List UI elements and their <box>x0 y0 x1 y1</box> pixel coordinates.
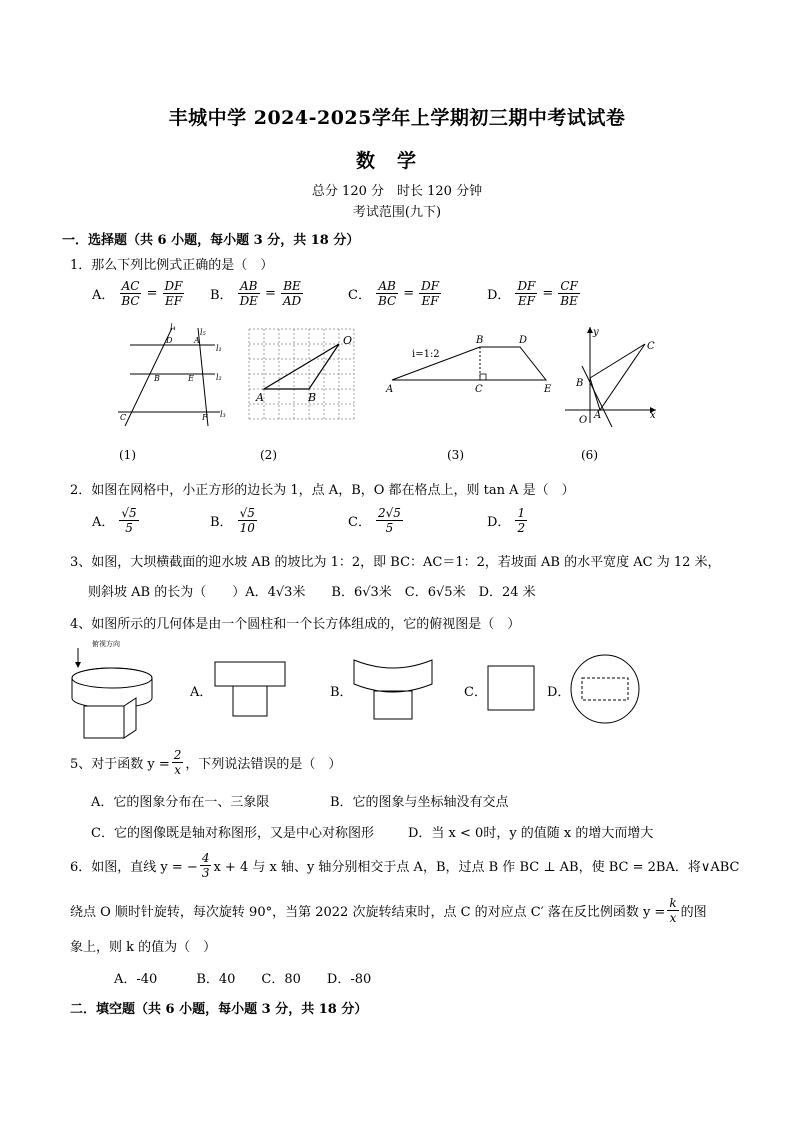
q5-option-b: B．它的图象与坐标轴没有交点 <box>330 795 509 810</box>
figure-6-coordinate <box>560 323 660 429</box>
svg-text:O: O <box>579 415 588 426</box>
exam-total-time: 总分 120 分 时长 120 分钟 <box>311 184 483 199</box>
q1-option-c: C． $\frac{AB}{BC}$ = $\frac{DF}{EF}$ <box>348 279 440 308</box>
q4-option-c-figure <box>486 664 538 714</box>
exam-title: 丰城中学 2024-2025学年上学期初三期中考试试卷 <box>168 107 626 129</box>
svg-text:E: E <box>188 374 194 383</box>
section-1-heading: 一．选择题（共 6 小题，每小题 3 分，共 18 分） <box>62 233 360 248</box>
q5-option-c: C．它的图像既是轴对称图形，又是中心对称图形 <box>91 826 374 841</box>
svg-text:O: O <box>343 334 353 347</box>
q4-option-a-figure <box>212 660 288 720</box>
svg-text:y: y <box>593 327 599 338</box>
q4-option-d-label: D． <box>547 685 571 700</box>
svg-text:l₅: l₅ <box>200 328 206 337</box>
svg-text:x: x <box>650 410 656 421</box>
q2-option-b: B． $\frac{√5}{10}$ <box>210 506 255 535</box>
figure-2-caption: (2) <box>260 448 277 462</box>
svg-text:B: B <box>576 378 584 389</box>
svg-text:E: E <box>544 384 552 395</box>
figure-2-grid <box>246 326 360 428</box>
svg-text:A: A <box>386 384 394 395</box>
view-direction-label: 俯视方向 <box>92 640 120 648</box>
svg-text:l₃: l₃ <box>220 410 226 419</box>
svg-text:F: F <box>202 413 208 422</box>
section-2-heading: 二．填空题（共 6 小题，每小题 3 分，共 18 分） <box>70 1002 368 1017</box>
figure-1-parallel-lines <box>110 323 230 429</box>
q1-option-d: D． $\frac{DF}{EF}$ = $\frac{CF}{BE}$ <box>487 279 578 308</box>
q4-stem: 4、如图所示的几何体是由一个圆柱和一个长方体组成的，它的俯视图是（ ） <box>70 617 521 632</box>
q2-option-a: A． $\frac{√5}{5}$ <box>92 506 137 535</box>
svg-text:l₄: l₄ <box>170 323 176 332</box>
q2-option-d: D． $\frac{1}{2}$ <box>487 506 526 535</box>
q4-option-d-figure <box>568 652 642 726</box>
svg-text:B: B <box>308 391 317 404</box>
svg-text:C: C <box>475 384 483 395</box>
q2-stem: 2．如图在网格中，小正方形的边长为 1，点 A，B，O 都在格点上，则 tan A 是（ ） <box>70 483 575 498</box>
q5-option-a: A．它的图象分布在一、三象限 <box>91 795 270 810</box>
svg-text:C: C <box>120 413 127 422</box>
q6-line1: 6．如图，直线 y = − $\frac{4}{3}$ x + 4 与 x 轴、y 轴分别相交于点 A，B，过点 B 作 BC ⊥ AB，使 BC = 2BA．将∨ABC <box>70 851 740 880</box>
svg-text:C: C <box>647 341 655 352</box>
q4-option-c-label: C． <box>464 685 487 700</box>
figure-1-caption: (1) <box>119 448 136 462</box>
q6-line2: 绕点 O 顺时针旋转，每次旋转 90°，当第 2022 次旋转结束时，点 C 的对应点 C′ 落在反比例函数 y = $\frac{k}{x}$ 的图 <box>70 896 707 925</box>
svg-text:i=1:2: i=1:2 <box>412 349 440 360</box>
figure-3-dam <box>382 330 552 400</box>
q6-options: A．-40 B．40 C．80 D．-80 <box>114 972 372 987</box>
q2-option-c: C． $\frac{2√5}{5}$ <box>348 506 401 535</box>
svg-text:l₂: l₂ <box>216 373 222 382</box>
svg-text:A: A <box>256 391 264 404</box>
q6-line3: 象上，则 k 的值为（ ） <box>70 940 217 955</box>
exam-scope: 考试范围(九下) <box>352 205 442 220</box>
subject-title: 数学 <box>355 150 438 172</box>
q5-stem: 5、对于函数 y = $\frac{2}{x}$ ，下列说法错误的是（ ） <box>70 748 342 777</box>
q1-option-b: B． $\frac{AB}{DE}$ = $\frac{BE}{AD}$ <box>210 279 302 308</box>
svg-text:B: B <box>154 374 160 383</box>
q1-stem: 1．那么下列比例式正确的是（ ） <box>70 258 274 273</box>
q3-line2: 则斜坡 AB 的长为（ ）A．4√3米 B．6√3米 C．6√5米 D．24 米 <box>88 585 536 600</box>
svg-text:A: A <box>594 410 602 421</box>
q5-option-d: D．当 x < 0时，y 的值随 x 的增大而增大 <box>408 826 654 841</box>
q1-option-a: A． $\frac{AC}{BC}$ = $\frac{DF}{EF}$ <box>92 279 183 308</box>
figure-6-caption: (6) <box>581 448 598 462</box>
q3-line1: 3、如图，大坝横截面的迎水坡 AB 的坡比为 1：2，即 BC：AC＝1：2，若坡面 AB 的水平宽度 AC 为 12 米， <box>70 555 721 570</box>
svg-text:A: A <box>194 336 200 345</box>
q4-solid-figure <box>68 636 158 740</box>
svg-text:D: D <box>166 336 173 345</box>
svg-text:B: B <box>476 335 484 346</box>
figure-3-caption: (3) <box>447 448 464 462</box>
q4-option-b-label: B． <box>330 685 353 700</box>
q4-option-b-figure <box>352 656 434 722</box>
q4-option-a-label: A． <box>190 685 213 700</box>
svg-text:l₁: l₁ <box>216 344 222 353</box>
svg-text:D: D <box>519 335 528 346</box>
